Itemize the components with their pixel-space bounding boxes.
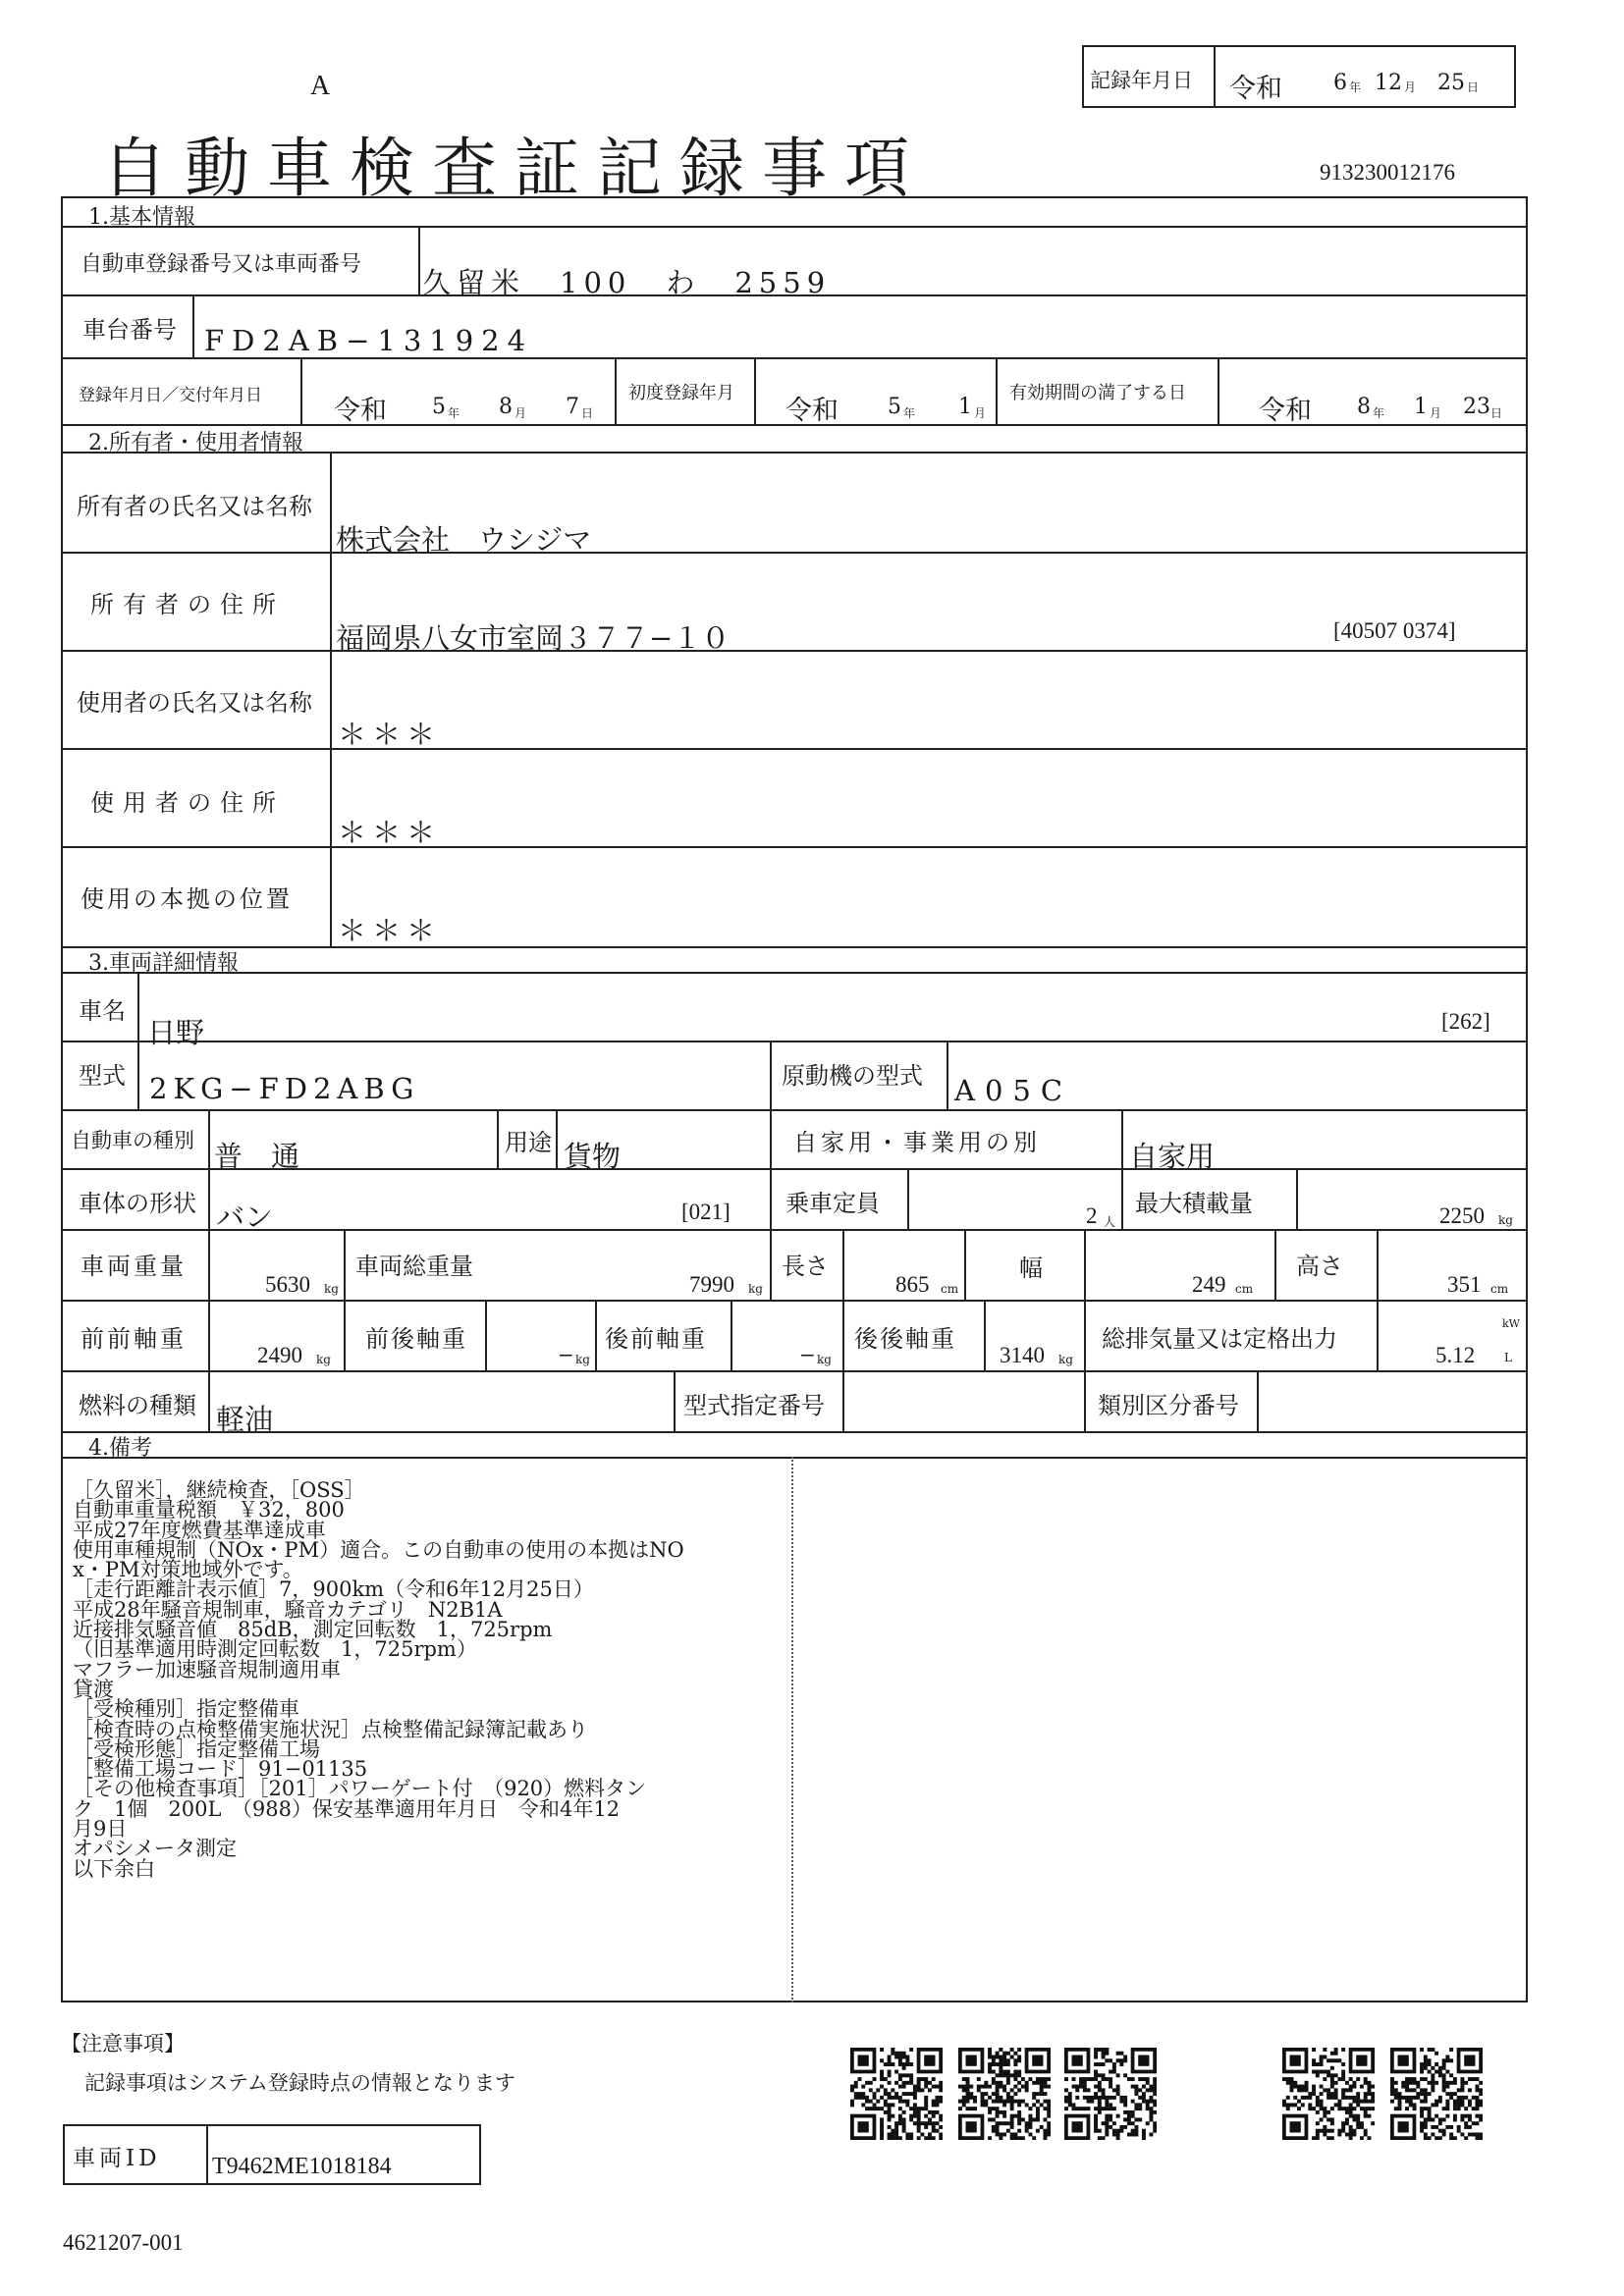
- first-reg-year: 5: [888, 395, 901, 419]
- reg-date-label: 登録年月日／交付年月日: [79, 386, 262, 405]
- weight-value: 5630: [265, 1272, 310, 1297]
- document-stamp: A: [310, 71, 331, 101]
- qr-code-1: [850, 2048, 943, 2140]
- vehicle-id-value: T9462ME1018184: [212, 2154, 392, 2179]
- record-date-label: 記録年月日: [1090, 69, 1193, 92]
- model-value: 2KG−FD2ABG: [149, 1072, 420, 1105]
- usage-label: 用途: [505, 1129, 552, 1156]
- user-address-value: ＊＊＊: [338, 816, 442, 849]
- qr-code-2: [958, 2048, 1051, 2140]
- engine-model-value: A05C: [954, 1074, 1073, 1107]
- height-label: 高さ: [1296, 1253, 1343, 1280]
- qr-code-5: [1390, 2048, 1483, 2140]
- record-date-year: 6: [1333, 71, 1347, 95]
- car-name-code: [262]: [1441, 1009, 1490, 1034]
- gross-weight-label: 車両総重量: [355, 1253, 473, 1280]
- section2-title: 2.所有者・使用者情報: [88, 431, 303, 455]
- capacity-label: 乗車定員: [785, 1190, 880, 1217]
- width-label: 幅: [1019, 1255, 1043, 1282]
- qr-code-4: [1282, 2048, 1375, 2140]
- owner-address-label: 所有者の住所: [90, 591, 285, 618]
- record-date-box: 記録年月日 令和 6 年 12 月 25 日: [1082, 45, 1516, 108]
- private-business-label: 自家用・事業用の別: [793, 1129, 1041, 1156]
- ff-axle-value: 2490: [257, 1343, 302, 1367]
- document-number: 913230012176: [1320, 160, 1455, 185]
- car-name-value: 日野: [147, 1016, 205, 1049]
- height-value: 351: [1447, 1272, 1482, 1297]
- max-load-label: 最大積載量: [1135, 1190, 1253, 1217]
- rf-axle-value: −: [799, 1343, 816, 1366]
- length-value: 865: [895, 1272, 930, 1297]
- owner-address-code: [40507 0374]: [1333, 618, 1456, 643]
- owner-address-value: 福岡県八女市室岡３７７−１０: [336, 621, 731, 655]
- length-label: 長さ: [782, 1253, 829, 1280]
- gross-weight-value: 7990: [689, 1272, 734, 1297]
- base-location-label: 使用の本拠の位置: [81, 885, 293, 913]
- record-date-day: 25: [1437, 71, 1465, 95]
- private-business-value: 自家用: [1129, 1140, 1216, 1173]
- qr-code-3: [1064, 2048, 1157, 2140]
- vehicle-type-value: 普 通: [214, 1140, 300, 1173]
- car-name-label: 車名: [79, 997, 126, 1025]
- owner-name-label: 所有者の氏名又は名称: [77, 493, 312, 520]
- footer-code: 4621207-001: [63, 2230, 184, 2255]
- max-load-value: 2250: [1439, 1203, 1485, 1228]
- notes-text: 記録事項はシステム登録時点の情報となります: [84, 2071, 515, 2095]
- document-title: 自動車検査証記録事項: [102, 131, 927, 206]
- fuel-label: 燃料の種類: [79, 1392, 196, 1419]
- model-label: 型式: [79, 1062, 126, 1090]
- chassis-value: FD2AB−131924: [204, 324, 534, 357]
- expiry-label: 有効期間の満了する日: [1009, 383, 1186, 403]
- fr-axle-label: 前後軸重: [365, 1325, 467, 1353]
- vehicle-id-box: [63, 2124, 481, 2185]
- body-shape-label: 車体の形状: [79, 1190, 196, 1217]
- rr-axle-label: 後後軸重: [854, 1325, 956, 1353]
- vehicle-type-label: 自動車の種別: [71, 1129, 194, 1152]
- type-designation-label: 型式指定番号: [683, 1392, 825, 1419]
- expiry-era: 令和: [1259, 396, 1312, 426]
- record-date-month: 12: [1375, 71, 1402, 95]
- fuel-value: 軽油: [216, 1403, 274, 1436]
- section1-title: 1.基本情報: [88, 205, 195, 230]
- user-name-label: 使用者の氏名又は名称: [77, 689, 312, 717]
- reg-number-value: 久留米 100 わ 2559: [422, 266, 832, 299]
- expiry-day: 23: [1463, 395, 1490, 419]
- displacement-value: 5.12: [1435, 1343, 1476, 1367]
- body-shape-value: バン: [216, 1201, 274, 1234]
- usage-value: 貨物: [564, 1140, 622, 1173]
- expiry-month: 1: [1414, 395, 1428, 419]
- ff-axle-label: 前前軸重: [81, 1325, 187, 1353]
- reg-date-day: 7: [566, 395, 579, 419]
- engine-model-label: 原動機の型式: [782, 1062, 923, 1090]
- weight-label: 車両重量: [81, 1253, 187, 1280]
- base-location-value: ＊＊＊: [338, 914, 442, 947]
- record-date-era: 令和: [1229, 74, 1282, 104]
- reg-date-era: 令和: [334, 396, 387, 426]
- capacity-value: 2: [1086, 1203, 1098, 1228]
- first-reg-month: 1: [958, 395, 972, 419]
- user-name-value: ＊＊＊: [338, 718, 442, 751]
- first-reg-era: 令和: [785, 396, 839, 426]
- category-label: 類別区分番号: [1098, 1392, 1239, 1419]
- chassis-label: 車台番号: [82, 316, 177, 344]
- reg-date-month: 8: [499, 395, 513, 419]
- reg-date-year: 5: [432, 395, 446, 419]
- section4-title: 4.備考: [88, 1436, 152, 1461]
- rf-axle-label: 後前軸重: [605, 1325, 707, 1353]
- width-value: 249: [1192, 1272, 1226, 1297]
- expiry-year: 8: [1357, 395, 1371, 419]
- vehicle-id-label: 車両ID: [73, 2146, 161, 2171]
- section3-title: 3.車両詳細情報: [88, 951, 239, 976]
- reg-number-label: 自動車登録番号又は車両番号: [81, 252, 362, 277]
- first-reg-label: 初度登録年月: [628, 383, 734, 403]
- owner-name-value: 株式会社 ウシジマ: [336, 523, 592, 557]
- displacement-label: 総排気量又は定格出力: [1102, 1325, 1337, 1353]
- body-shape-code: [021]: [681, 1200, 731, 1224]
- notes-title: 【注意事項】: [61, 2032, 185, 2056]
- user-address-label: 使用者の住所: [90, 789, 285, 817]
- fr-axle-value: −: [558, 1343, 574, 1366]
- rr-axle-value: 3140: [1000, 1343, 1045, 1367]
- remarks-text: ［久留米］，継続検査，［OSS］ 自動車重量税額 ￥32，800 平成27年度燃費基準達成車 使用車種規制（NOx・PM）適合。この自動車の使用の本拠はNO x・PM対策地域外です。 ［走行距離計表示値］7，900km（令和6年12月25日） 平成28年騒音規制車，騒音カテゴリ N2B1A 近接排気騒音値 85dB，測定回転数 1，725rpm （旧基準適用時測定回転数 1，725rpm） マフラー加速騒音規制適用車 貸渡 ［受検種別］指定整備車 ［検査時の点検整備実施状況］点検整備記録簿記載あり ［受検形態］指定整備工場 ［整備工場コード］91−01135 ［その他検査事項］［201］パワーゲート付 （920）燃料タン ク 1個 200L （988）保安基準適用年月日 令和4年12 月9日 オパシメータ測定 以下余白: [73, 1478, 684, 1881]
